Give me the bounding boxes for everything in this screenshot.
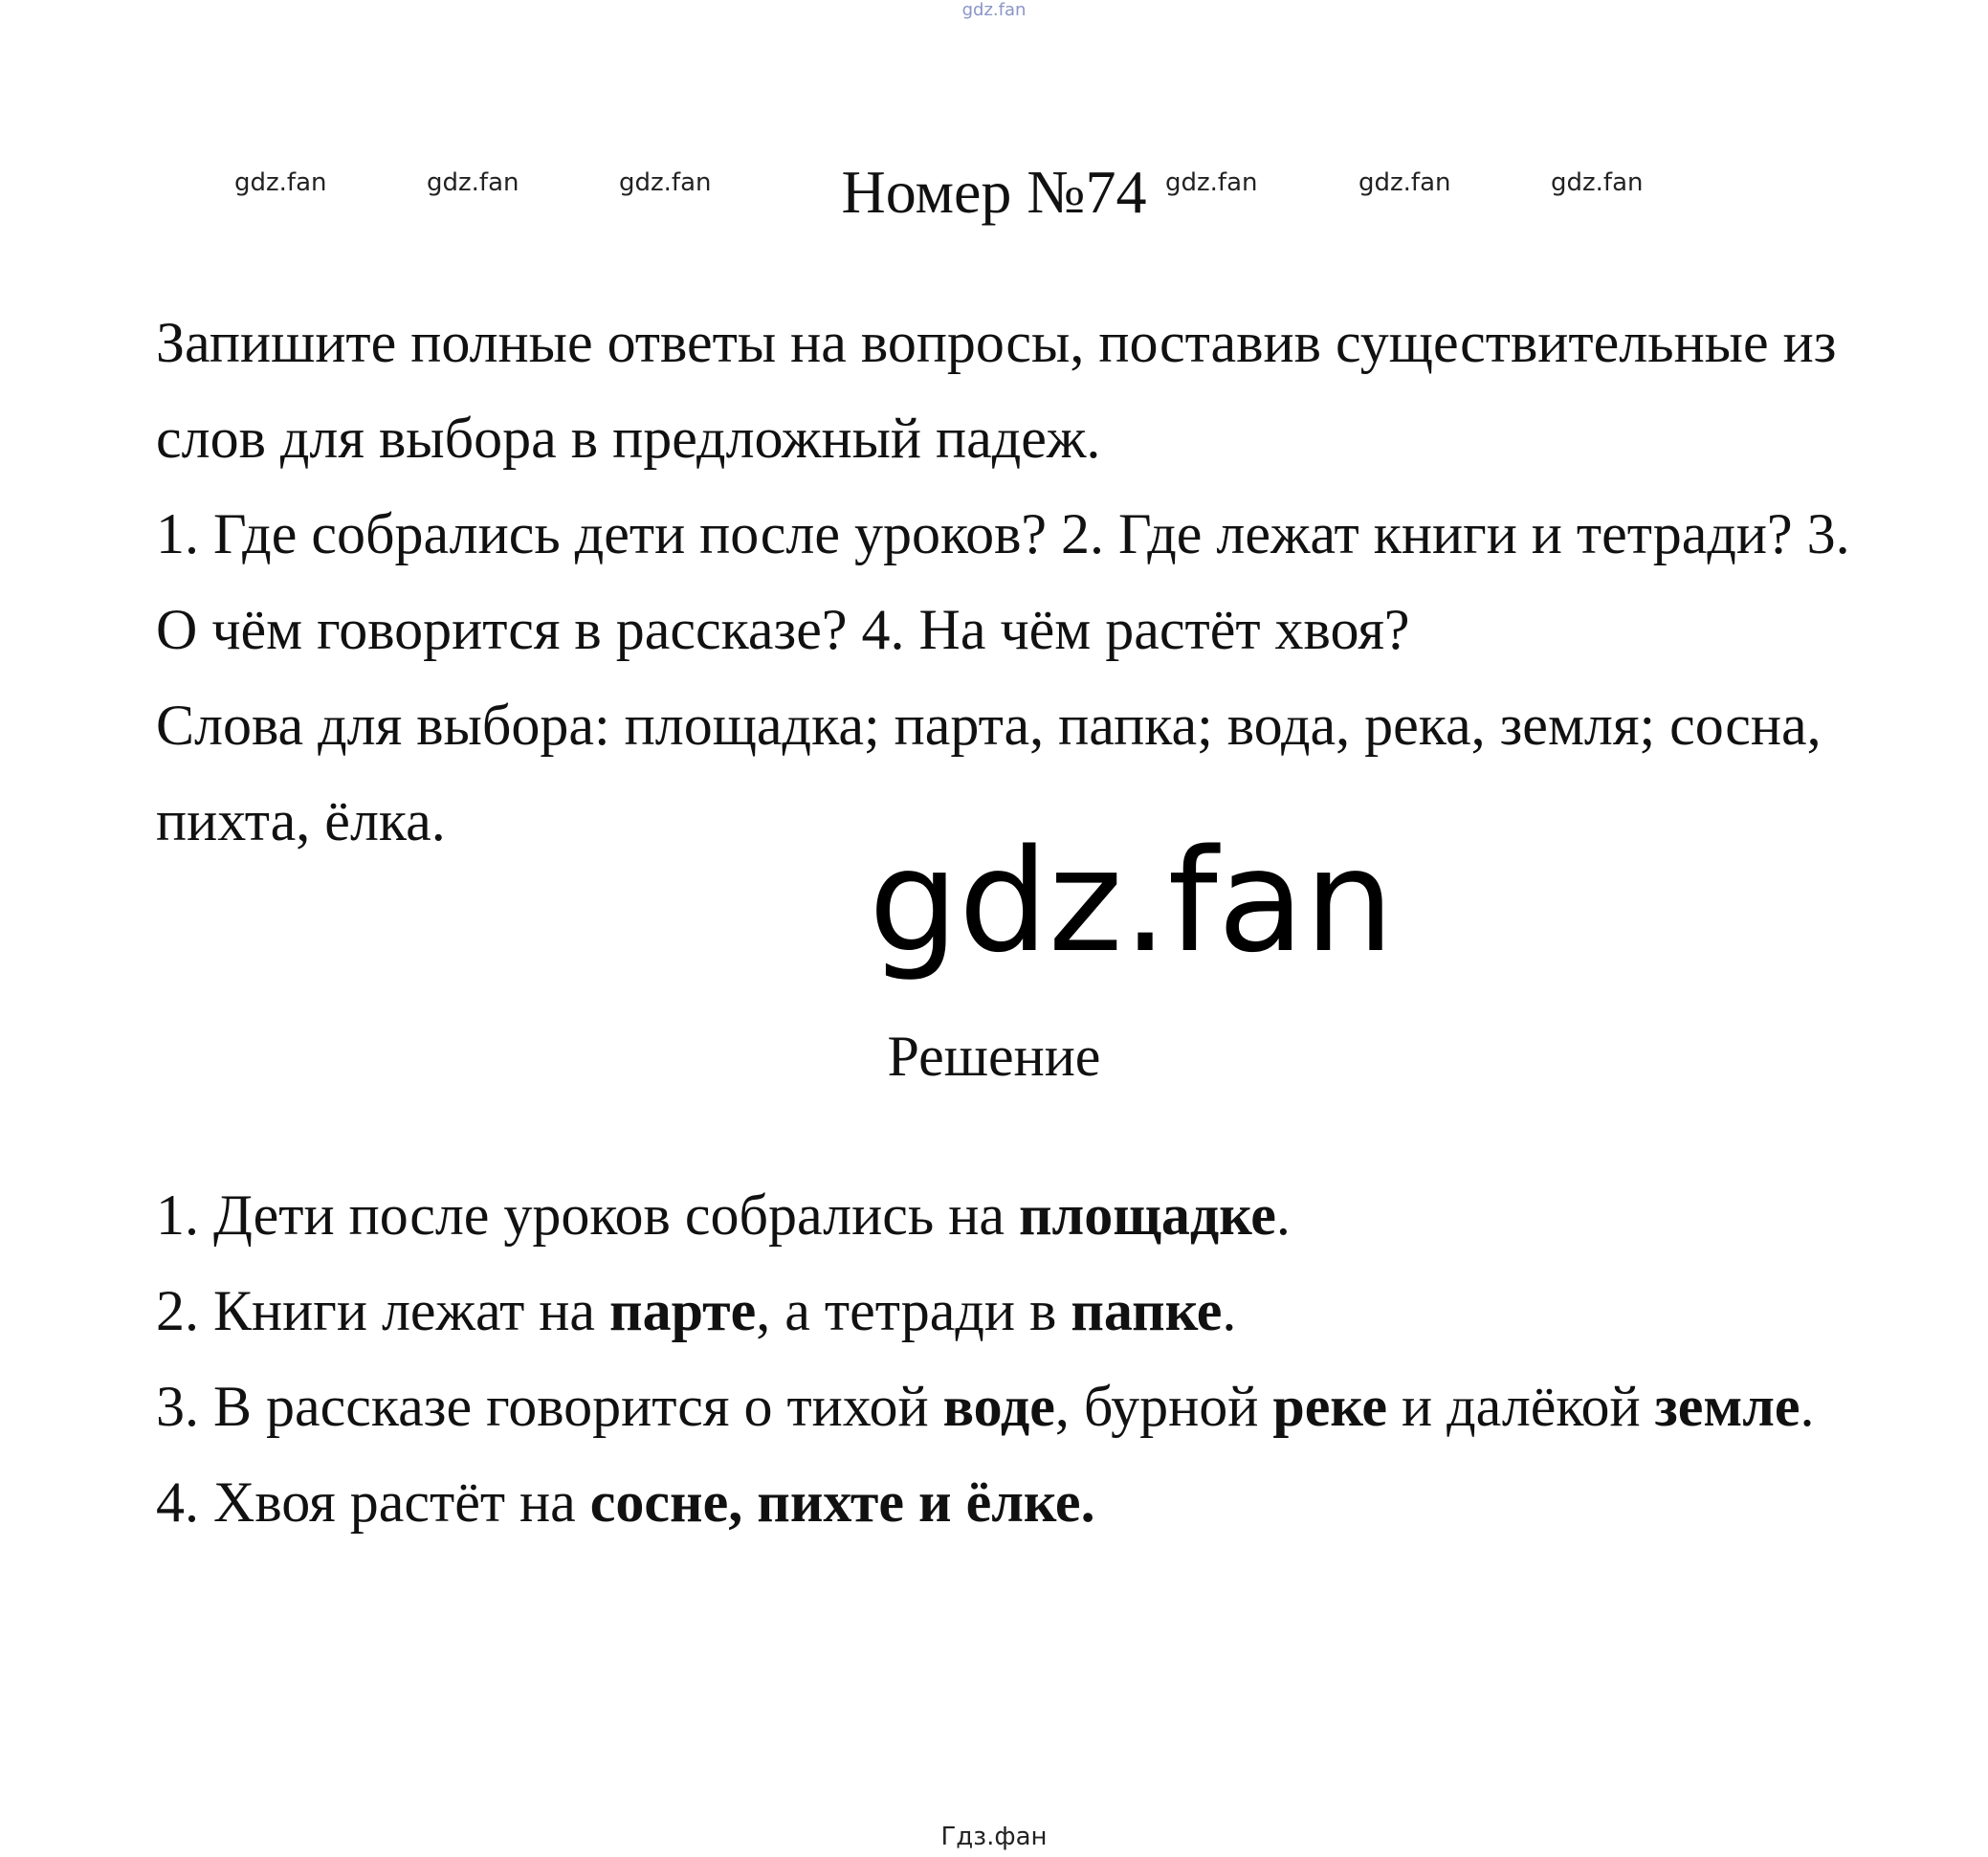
- answer-bold: земле: [1654, 1375, 1800, 1438]
- answer-text: и далёкой: [1387, 1375, 1655, 1438]
- answer-3: [156, 1359, 1878, 1454]
- answer-bold: парте: [609, 1279, 757, 1342]
- answer-2: [156, 1263, 1878, 1359]
- watermark-large: gdz.fan: [869, 819, 1395, 984]
- answer-text: 2. Книги лежат на: [156, 1279, 610, 1342]
- task-questions: 1. Где собрались дети после уроков? 2. Где лежат книги и тетради? 3. О чём говорится в рассказе? 4. На чём растёт хвоя?: [156, 502, 1850, 661]
- watermark-2: gdz.fan: [427, 168, 519, 197]
- answer-bold: сосне, пихте и ёлке.: [589, 1470, 1095, 1534]
- answer-text: .: [1222, 1279, 1237, 1342]
- answer-bold: площадке: [1018, 1183, 1276, 1247]
- answer-text: 1. Дети после уроков собрались на: [156, 1183, 1019, 1247]
- answer-bold: реке: [1272, 1375, 1388, 1438]
- page-title: Номер №74: [841, 158, 1147, 226]
- watermark-bottom: Гдз.фан: [940, 1823, 1048, 1851]
- solution-answers: [156, 1167, 1878, 1550]
- solution-heading: Решение: [887, 1025, 1101, 1088]
- watermark-5: gdz.fan: [1358, 168, 1451, 197]
- task-instruction: Запишите полные ответы на вопросы, поставив существительные из слов для выбора в предложный падеж.: [156, 311, 1837, 470]
- answer-text: 4. Хвоя растёт на: [156, 1470, 590, 1534]
- answer-1: [156, 1167, 1878, 1263]
- watermark-3: gdz.fan: [619, 168, 712, 197]
- task-words: Слова для выбора: площадка; парта, папка; вода, река, земля; сосна, пихта, ёлка.: [156, 694, 1822, 852]
- answer-text: , бурной: [1054, 1375, 1273, 1438]
- answer-bold: воде: [942, 1375, 1055, 1438]
- watermark-6: gdz.fan: [1551, 168, 1644, 197]
- answer-text: , а тетради в: [756, 1279, 1071, 1342]
- answer-text: .: [1800, 1375, 1815, 1438]
- watermark-1: gdz.fan: [234, 168, 327, 197]
- task-text: [156, 295, 1878, 869]
- answer-bold: папке: [1071, 1279, 1223, 1342]
- answer-4: [156, 1454, 1878, 1550]
- answer-text: 3. В рассказе говорится о тихой: [156, 1375, 943, 1438]
- watermark-top: gdz.fan: [961, 0, 1027, 20]
- watermark-4: gdz.fan: [1165, 168, 1258, 197]
- answer-text: .: [1275, 1183, 1291, 1247]
